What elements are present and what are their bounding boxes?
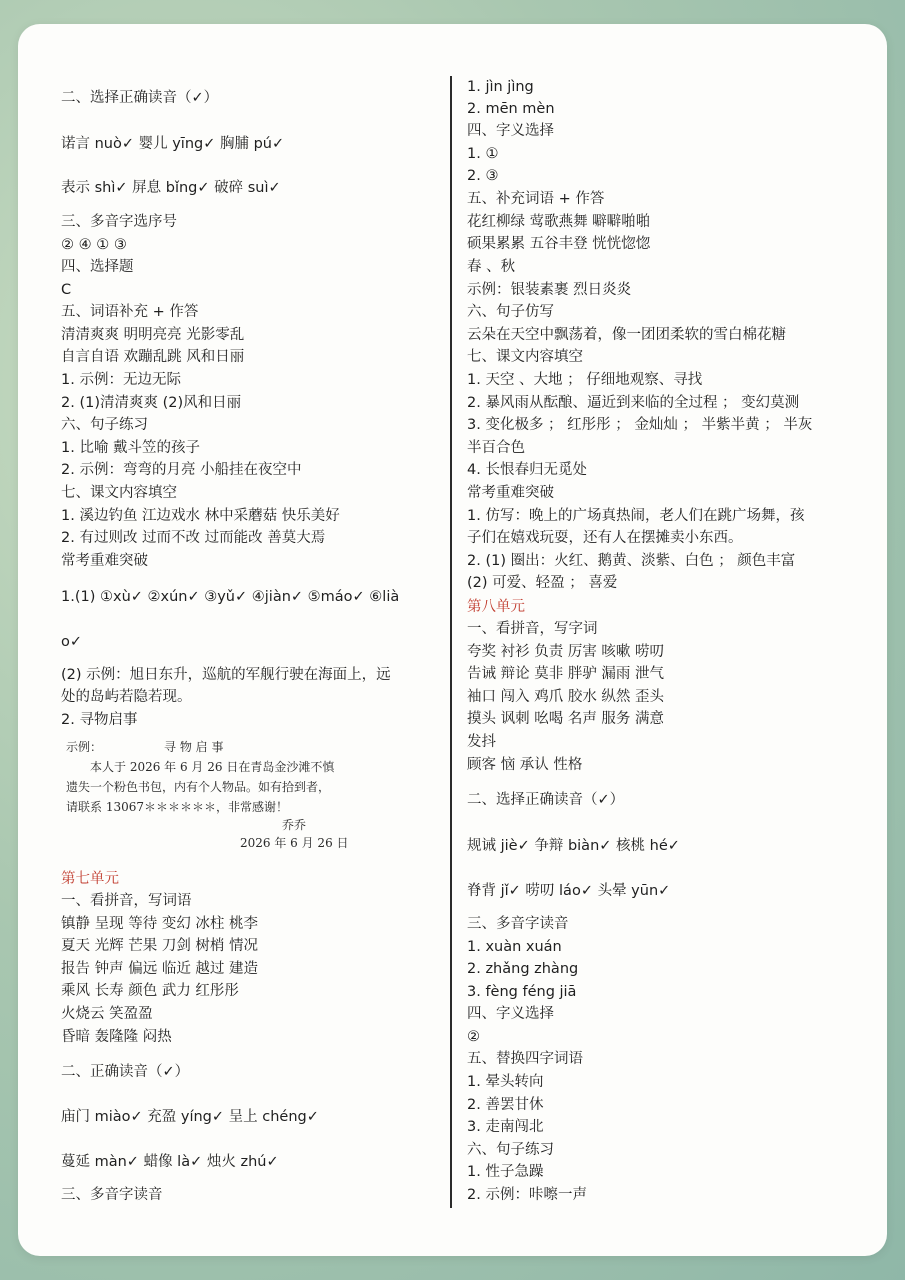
answer-line: 七、课文内容填空 [467,349,583,365]
answer-line: 1. 天空 、大地 ； 仔细地观察、寻找 [467,372,703,388]
unit-heading: 第八单元 [467,599,525,615]
notice-body-line: 遗失一个粉色书包，内有个人物品。如有拾到者， [66,780,331,794]
answer-line: 云朵在天空中飘荡着，像一团团柔软的雪白棉花糖 [467,327,786,343]
answer-line: 常考重难突破 [61,553,148,569]
answer-line: ② ④ ① ③ [61,237,127,253]
answer-line: ② [467,1029,480,1045]
answer-line: 1. 晕头转向 [467,1074,544,1090]
answer-line: (2) 示例：旭日东升，巡航的军舰行驶在海面上，远 [61,667,391,683]
answer-line: 顾客 恼 承认 性格 [467,757,583,773]
answer-line: 告诫 辩论 莫非 胖驴 漏雨 泄气 [467,666,665,682]
answer-line: 四、字义选择 [467,123,554,139]
answer-line: 六、句子练习 [467,1142,554,1158]
answer-line: 自言自语 欢蹦乱跳 风和日丽 [61,349,245,365]
answer-line: 春 、秋 [467,259,516,275]
answer-line: 处的岛屿若隐若现。 [61,689,192,705]
answer-line: 3. 走南闯北 [467,1119,544,1135]
answer-line: 1. ① [467,146,499,162]
answer-line: 2. ③ [467,168,499,184]
unit-heading: 第七单元 [61,871,119,887]
column-divider [450,76,452,1208]
answer-line: 二、正确读音（✓） [61,1064,190,1080]
answer-line: 四、选择题 [61,259,134,275]
answer-line: 1. 比喻 戴斗笠的孩子 [61,440,201,456]
notice-label: 示例： [66,740,103,754]
answer-line: 1. jìn jìng [467,79,534,95]
answer-line: 昏暗 轰隆隆 闷热 [61,1029,172,1045]
answer-line: 清清爽爽 明明亮亮 光影零乱 [61,327,245,343]
answer-line: 一、看拼音，写字词 [467,621,598,637]
notice-body-line: 本人于 2026 年 6 月 26 日在青岛金沙滩不慎 [90,760,335,774]
answer-line: 1. 示例：无边无际 [61,372,181,388]
answer-line: 2. 善罢甘休 [467,1097,544,1113]
answer-line: 乘风 长寿 颜色 武力 红彤彤 [61,983,239,999]
answer-line: 三、多音字选序号 [61,214,177,230]
answer-line: 1.(1) ①xù✓ ②xún✓ ③yǔ✓ ④jiàn✓ ⑤máo✓ ⑥lià [61,589,400,605]
answer-line: 三、多音字读音 [61,1187,163,1203]
answer-line: 花红柳绿 莺歌燕舞 噼噼啪啪 [467,214,651,230]
answer-line: 诺言 nuò✓ 婴儿 yīng✓ 胸脯 pú✓ [61,136,285,152]
answer-line: 脊背 jǐ✓ 唠叨 láo✓ 头晕 yūn✓ [467,883,671,899]
answer-line: 2. 示例：咔嚓一声 [467,1187,587,1203]
notice-title: 寻 物 启 事 [164,740,224,754]
answer-line: 夏天 光辉 芒果 刀剑 树梢 情况 [61,938,259,954]
answer-line: 表示 shì✓ 屏息 bǐng✓ 破碎 suì✓ [61,180,281,196]
answer-line: 2. mēn mèn [467,101,555,117]
answer-line: 六、句子仿写 [467,304,554,320]
answer-line: 五、替换四字词语 [467,1051,583,1067]
answer-line: C [61,282,72,298]
answer-line: 1. 性子急躁 [467,1164,544,1180]
answer-line: 半百合色 [467,440,525,456]
answer-line: 2. 寻物启事 [61,712,138,728]
answer-line: 夸奖 衬衫 负责 厉害 咳嗽 唠叨 [467,644,665,660]
answer-line: (2) 可爱、轻盈 ； 喜爱 [467,575,618,591]
answer-line: 2. zhǎng zhàng [467,961,579,977]
answer-line: 二、选择正确读音（✓） [467,792,625,808]
answer-line: 规诫 jiè✓ 争辩 biàn✓ 核桃 hé✓ [467,838,680,854]
answer-line: 2. 示例：弯弯的月亮 小船挂在夜空中 [61,462,302,478]
answer-line: 七、课文内容填空 [61,485,177,501]
answer-line: 摸头 讽刺 吆喝 名声 服务 满意 [467,711,665,727]
answer-line: 火烧云 笑盈盈 [61,1006,153,1022]
notice-signer: 乔乔 [282,818,307,832]
answer-line: 一、看拼音，写词语 [61,893,192,909]
answer-line: 2. (1) 圈出：火红、鹅黄、淡紫、白色 ； 颜色丰富 [467,553,796,569]
answer-line: 三、多音字读音 [467,916,569,932]
answer-line: 1. xuàn xuán [467,939,562,955]
answer-line: 二、选择正确读音（✓） [61,90,219,106]
answer-line: 1. 溪边钓鱼 江边戏水 林中采蘑菇 快乐美好 [61,508,340,524]
answer-line: 六、句子练习 [61,417,148,433]
answer-line: 子们在嬉戏玩耍，还有人在摆摊卖小东西。 [467,530,743,546]
answer-line: 五、词语补充 + 作答 [61,304,199,320]
answer-line: 常考重难突破 [467,485,554,501]
notice-body-line: 请联系 13067＊＊＊＊＊＊，非常感谢！ [66,800,288,814]
answer-line: 发抖 [467,734,496,750]
answer-line: 四、字义选择 [467,1006,554,1022]
answer-line: 示例：银装素裹 烈日炎炎 [467,282,632,298]
notice-date: 2026 年 6 月 26 日 [240,836,349,850]
answer-line: 镇静 呈现 等待 变幻 冰柱 桃李 [61,916,259,932]
answer-line: 3. fèng féng jiā [467,984,577,1000]
answer-line: 报告 钟声 偏远 临近 越过 建造 [61,961,259,977]
answer-line: 4. 长恨春归无觅处 [467,462,587,478]
answer-line: 2. (1)清清爽爽 (2)风和日丽 [61,395,242,411]
answer-line: 袖口 闯入 鸡爪 胶水 纵然 歪头 [467,689,665,705]
answer-line: o✓ [61,634,83,650]
answer-line: 五、补充词语 + 作答 [467,191,605,207]
answer-line: 庙门 miào✓ 充盈 yíng✓ 呈上 chéng✓ [61,1109,319,1125]
lost-item-notice-image [60,738,348,856]
answer-line: 2. 有过则改 过而不改 过而能改 善莫大焉 [61,530,326,546]
answer-line: 硕果累累 五谷丰登 恍恍惚惚 [467,236,651,252]
answer-line: 2. 暴风雨从酝酿、逼近到来临的全过程 ； 变幻莫测 [467,395,800,411]
answer-line: 1. 仿写：晚上的广场真热闹，老人们在跳广场舞，孩 [467,508,805,524]
answer-line: 3. 变化极多 ； 红彤彤 ； 金灿灿 ； 半紫半黄 ； 半灰 [467,417,813,433]
answer-line: 蔓延 màn✓ 蜡像 là✓ 烛火 zhú✓ [61,1154,279,1170]
